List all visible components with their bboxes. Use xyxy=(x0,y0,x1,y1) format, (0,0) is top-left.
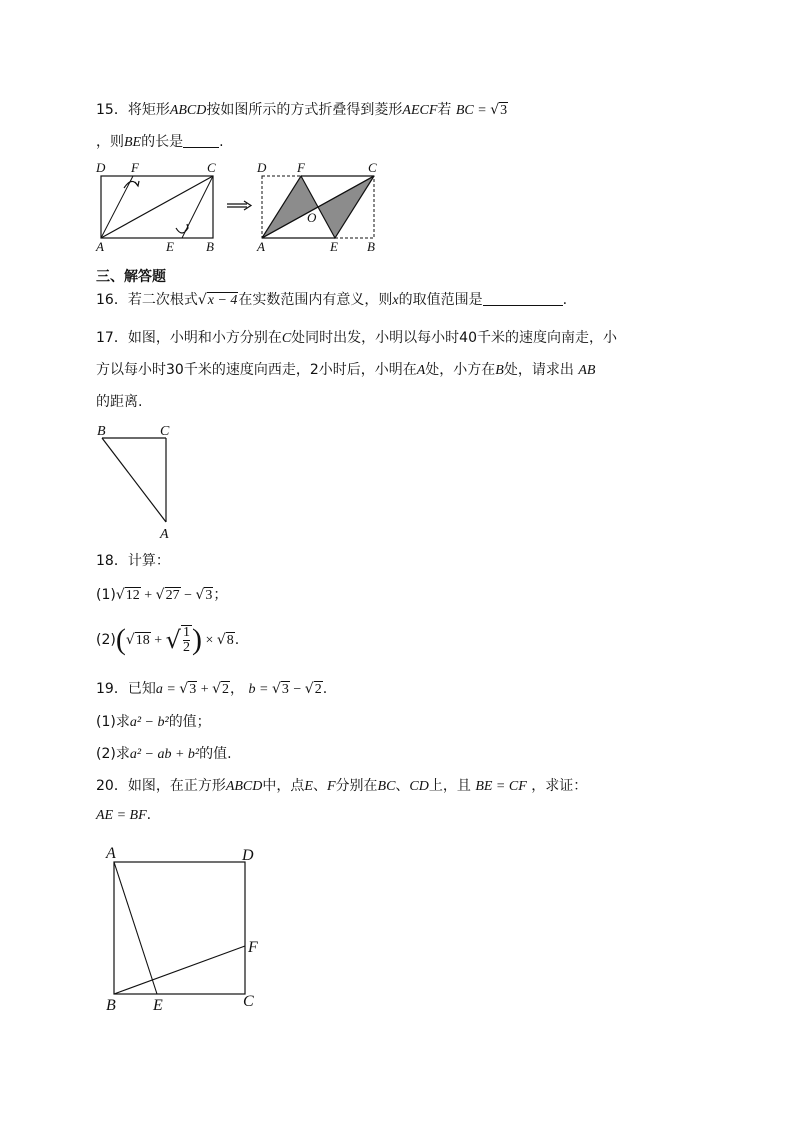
label-f: F xyxy=(297,160,305,175)
label-e: E xyxy=(166,239,174,254)
q18-part2: (2)(√18 + √ $\frac{1}{2}$ ) × √8. xyxy=(96,623,240,656)
q19-part2: (2)求a² − ab + b²的值. xyxy=(96,746,232,762)
q15-figure-left xyxy=(94,158,224,258)
label-e: E xyxy=(153,997,163,1014)
label-a: A xyxy=(160,527,169,542)
label-f: F xyxy=(131,160,139,175)
q17-line2: 方以每小时30千米的速度向西走，2小时后，小明在A处，小方在B处，请求出 AB xyxy=(96,362,596,378)
q15-figure-right xyxy=(255,158,385,258)
label-b: B xyxy=(206,239,214,254)
q15-line2: ，则BE的长是 . xyxy=(96,134,224,150)
q18-title: 18．计算： xyxy=(96,553,170,569)
label-d: D xyxy=(242,847,254,864)
arrow-icon xyxy=(226,200,252,212)
q16-line: 16．若二次根式√x − 4在实数范围内有意义，则x的取值范围是 . xyxy=(96,292,568,308)
label-a: A xyxy=(106,845,116,862)
label-a: A xyxy=(96,239,104,254)
q15-line1: 15．将矩形ABCD按如图所示的方式折叠得到菱形AECF若 BC = √3 xyxy=(96,102,508,118)
label-c: C xyxy=(160,424,170,439)
label-c: C xyxy=(368,160,377,175)
label-c: C xyxy=(207,160,216,175)
label-b: B xyxy=(367,239,375,254)
label-o: O xyxy=(307,210,317,225)
section-title: 三、解答题 xyxy=(96,269,166,285)
label-e: E xyxy=(330,239,338,254)
label-f: F xyxy=(248,939,258,956)
label-b: B xyxy=(106,997,116,1014)
q17-line1: 17．如图，小明和小方分别在C处同时出发，小明以每小时40千米的速度向南走，小 xyxy=(96,330,617,346)
q19-line1: 19．已知a = √3 + √2， b = √3 − √2. xyxy=(96,681,328,697)
label-d: D xyxy=(257,160,267,175)
label-a: A xyxy=(257,239,265,254)
q18-part1: (1)√12 + √27 − √3； xyxy=(96,587,228,603)
q20-line2: AE = BF. xyxy=(96,807,152,823)
q19-part1: (1)求a² − b²的值； xyxy=(96,714,211,730)
label-d: D xyxy=(96,160,106,175)
q20-figure xyxy=(100,840,270,1016)
q17-line3: 的距离. xyxy=(96,394,143,410)
label-c: C xyxy=(243,993,254,1010)
q17-figure xyxy=(94,420,184,542)
q20-line1: 20．如图，在正方形ABCD中，点E、F分别在BC、CD上，且 BE = CF ，求证： xyxy=(96,778,588,794)
label-b: B xyxy=(97,424,106,439)
